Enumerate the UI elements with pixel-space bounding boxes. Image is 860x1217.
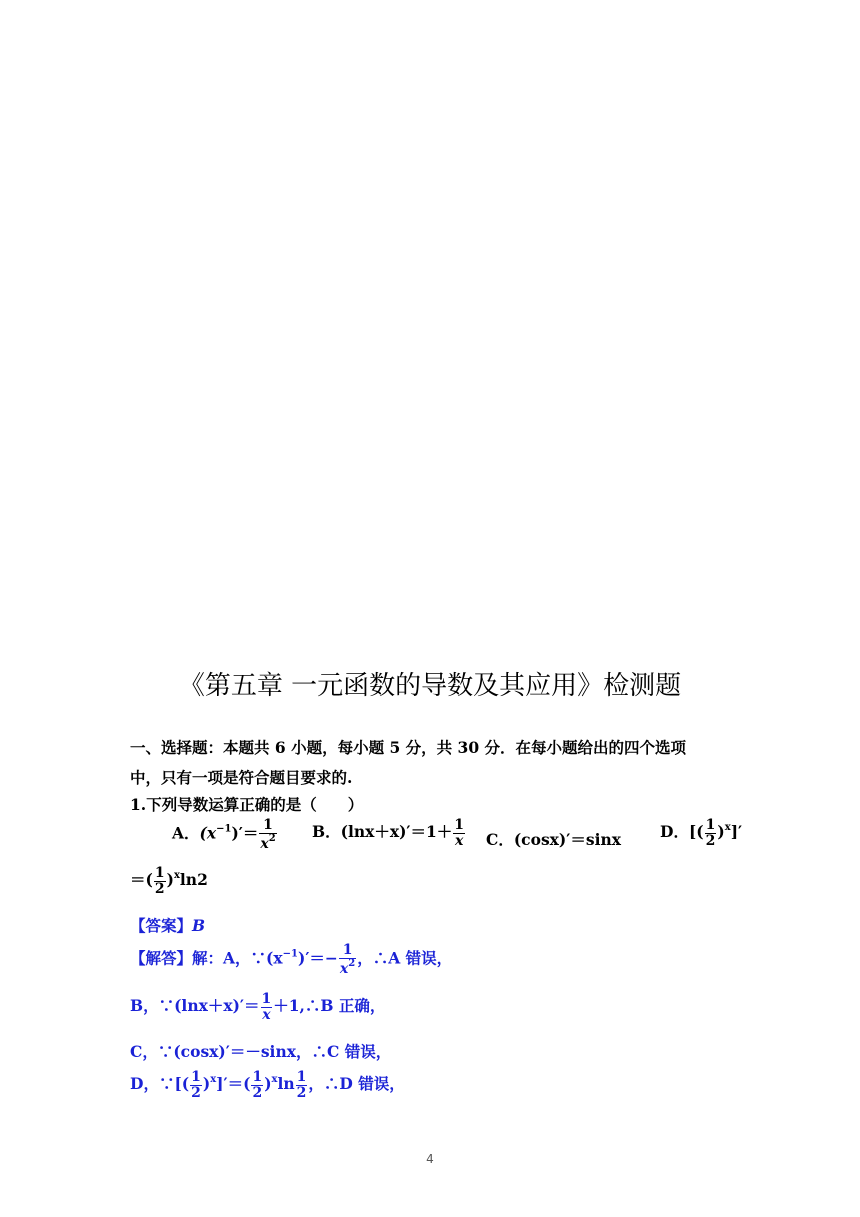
answer-label: 【答案】 xyxy=(130,916,193,935)
fraction: $\frac{1}{2}$ xyxy=(191,1069,201,1101)
fraction: $\frac{1}{x}$ xyxy=(454,817,465,849)
option-a: A．$(x^{-1})'=$ $\frac{1}{x^2}$ xyxy=(172,817,276,852)
fraction: $\frac{1}{2}$ xyxy=(154,865,165,897)
option-d-continued: ＝( $\frac{1}{2}$ )$^x$ln2 xyxy=(130,865,208,897)
fraction: $\frac{1}{x}$ xyxy=(261,991,272,1023)
answer-value: B xyxy=(192,916,206,935)
fraction: $\frac{1}{2}$ xyxy=(705,817,716,849)
option-c: C．(cosx)′＝sinx xyxy=(486,830,621,849)
question-1 xyxy=(130,793,363,815)
option-d: D．[( $\frac{1}{2}$ )$^x$]′ xyxy=(660,817,743,849)
fraction: $\frac{1}{x^2}$ xyxy=(260,817,276,852)
section-instructions-line1: 一、选择题：本题共 6 小题，每小题 5 分，共 30 分．在每小题给出的四个选项 xyxy=(130,738,687,757)
fraction: $\frac{1}{2}$ xyxy=(252,1069,263,1101)
question-number: 1. xyxy=(130,795,147,814)
document-title: 《第五章 一元函数的导数及其应用》检测题 xyxy=(178,671,682,701)
fraction: $\frac{1}{x^2}$ xyxy=(339,942,356,977)
fraction: $\frac{1}{2}$ xyxy=(296,1069,307,1101)
solution-line-a: 【解答】解：A，$\because(x^{-1})'=-$ $\frac{1}{x^2}$ ，∴A 错误， xyxy=(130,942,453,977)
section-instructions-line2: 中，只有一项是符合题目要求的. xyxy=(130,768,353,787)
solution-line-d: D，∵[( $\frac{1}{2}$ )$^x$]′＝( $\frac{1}{2}$ )$^x$ln $\frac{1}{2}$ ，∴D 错误， xyxy=(130,1069,405,1101)
solution-line-c: C，∵(cosx)′＝－sinx，∴C 错误， xyxy=(130,1042,392,1061)
option-b: B．(lnx＋x)′＝1＋ $\frac{1}{x}$ xyxy=(312,817,465,849)
page-number: 4 xyxy=(426,1152,434,1166)
solution-label: 【解答】 xyxy=(130,948,193,968)
answer-line xyxy=(130,914,205,936)
question-text: 下列导数运算正确的是（ ） xyxy=(146,795,364,814)
solution-line-b: B，∵(lnx＋x)′＝ $\frac{1}{x}$ ＋1,∴B 正确， xyxy=(130,991,386,1023)
